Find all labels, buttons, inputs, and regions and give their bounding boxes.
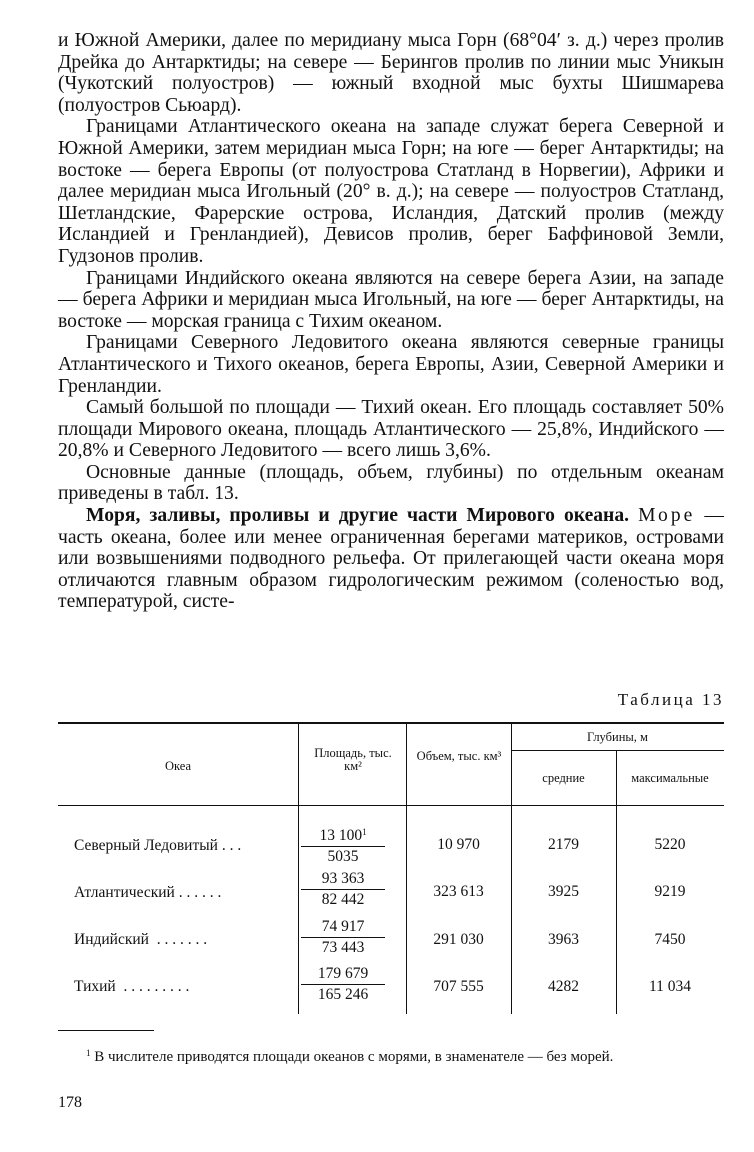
- area-pacific: $\frac{179 679}{165 246}$: [301, 965, 385, 1004]
- row-name-atlantic: Атлантический . . . . . .: [74, 884, 222, 901]
- column-divider-area: [298, 724, 299, 1014]
- header-depth-max: максимальные: [631, 771, 709, 785]
- max-depth-atlantic: 9219: [654, 883, 686, 900]
- volume-indian: 291 030: [433, 931, 484, 948]
- max-depth-pacific: 11 034: [648, 978, 692, 995]
- term-sea: Море: [638, 505, 696, 527]
- paragraph-ocean-areas: Самый большой по площади — Тихий океан. Его площадь составляет 50% площади Мирового океана, площадь Атлантического — 25,8%, Индийского — 20,8% и Северного Ледовитого — всего лишь 3,6%.: [58, 397, 724, 462]
- mean-depth-arctic: 2179: [548, 836, 579, 853]
- table-header-rule: [58, 805, 724, 806]
- header-depth-mean: средние: [542, 771, 585, 785]
- table-caption: Таблица 13: [617, 690, 724, 709]
- page-number: 178: [58, 1094, 82, 1111]
- row-name-pacific: Тихий . . . . . . . . .: [74, 978, 190, 995]
- footnote-number: 1: [86, 1048, 91, 1058]
- area-atlantic: $\frac{93 363}{82 442}$: [301, 870, 385, 909]
- header-volume: Объем, тыс. км³: [416, 749, 502, 763]
- ocean-data-table: [58, 722, 724, 1018]
- footnote-text: В числителе приводятся площади океанов с морями, в знаменателе — без морей.: [90, 1049, 614, 1065]
- footnote-rule: [58, 1030, 154, 1031]
- volume-atlantic: 323 613: [433, 883, 484, 900]
- mean-depth-pacific: 4282: [548, 978, 579, 995]
- row-name-indian: Индийский . . . . . . .: [74, 931, 208, 948]
- paragraph-atlantic-boundaries: Границами Атлантического океана на западе служат берега Северной и Южной Америки, затем меридиан мыса Горн; на юге — берег Антарктиды; на востоке — берега Европы (от полуострова Статланд в Норвегии), Африки и далее меридиан мыса Игольный (20° в. д.); на севере — полуостров Статланд, Шетландские, Фарерские острова, Исландия, Датский пролив (между Исландией и Гренландией), Девисов пролив, берег Баффиновой Земли, Гудзонов пролив.: [58, 116, 724, 267]
- paragraph-indian-boundaries: Границами Индийского океана являются на севере берега Азии, на западе — берега Африки и меридиан мыса Игольный, на юге — берег Антарктиды, на востоке — морская граница с Тихим океаном.: [58, 267, 724, 332]
- paragraph-pacific-boundaries: и Южной Америки, далее по меридиану мыса Горн (68°04′ з. д.) через пролив Дрейка до Антарктиды; на севере — Берингов пролив по линии мыс Уникын (Чукотский полуостров) — южный входной мыс бухты Шишмарева (полуостров Сьюард).: [58, 30, 724, 116]
- section-text: — часть океана, более или менее ограниченная берегами материков, островами или возвышениями подводного рельефа. От прилегающей части океана моря отличаются главным образом гидрологическим режимом (соленостью вод, температурой, систе-: [58, 505, 724, 613]
- max-depth-indian: 7450: [654, 931, 686, 948]
- mean-depth-indian: 3963: [548, 931, 579, 948]
- main-text: [58, 30, 724, 613]
- depths-subheader-rule: [511, 750, 724, 751]
- volume-arctic: 10 970: [437, 836, 480, 853]
- row-name-arctic: Северный Ледовитый . . .: [74, 837, 242, 854]
- header-depths: Глубины, м: [587, 730, 648, 744]
- section-heading: Моря, заливы, проливы и другие части Мирового океана.: [86, 505, 630, 527]
- volume-pacific: 707 555: [433, 978, 484, 995]
- max-depth-arctic: 5220: [654, 836, 686, 853]
- column-divider-depths: [511, 724, 512, 1014]
- mean-depth-atlantic: 3925: [548, 883, 579, 900]
- paragraph-seas-section: [58, 505, 724, 613]
- footnote: [58, 1044, 724, 1067]
- paragraph-table-reference: Основные данные (площадь, объем, глубины) по отдельным океанам приведены в табл. 13.: [58, 461, 724, 505]
- paragraph-arctic-boundaries: Границами Северного Ледовитого океана являются северные границы Атлантического и Тихого океанов, берега Европы, Азии, Северной Америки и Гренландии.: [58, 332, 724, 397]
- area-arctic: $\frac{13 100^1}{5035}$: [301, 823, 385, 866]
- footnote-mark: 1: [362, 827, 367, 837]
- header-ocean: Океа: [164, 759, 192, 773]
- header-area: Площадь, тыс. км²: [314, 746, 392, 773]
- table-top-rule: [58, 722, 724, 724]
- column-divider-volume: [406, 724, 407, 1014]
- area-indian: $\frac{74 917}{73 443}$: [301, 918, 385, 957]
